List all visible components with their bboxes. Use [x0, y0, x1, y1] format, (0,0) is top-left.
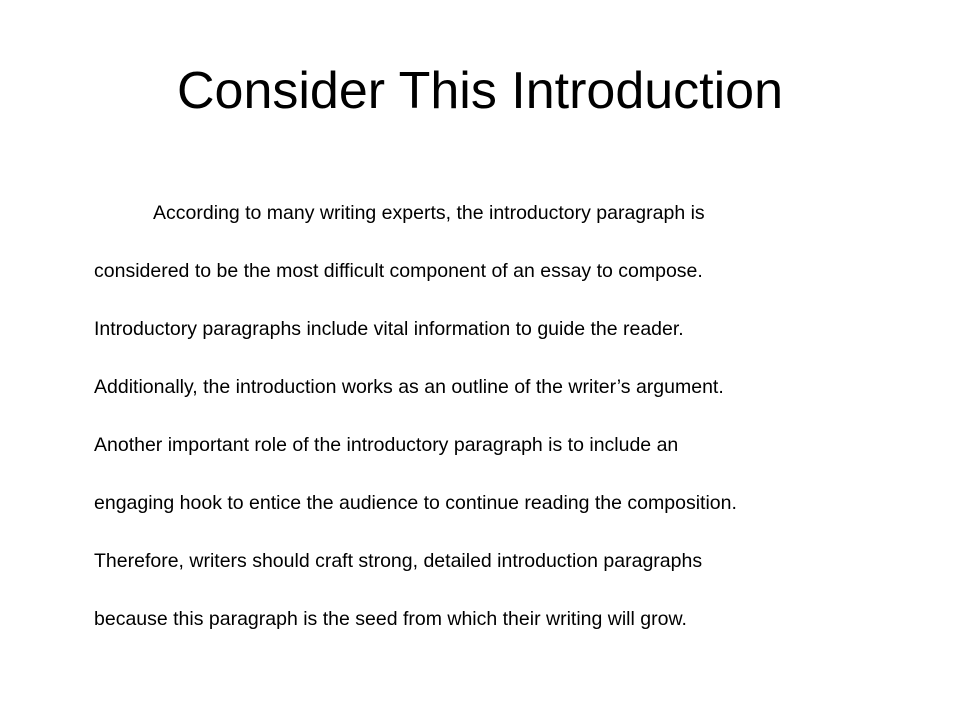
paragraph-line: because this paragraph is the seed from which their writing will grow. — [94, 608, 687, 630]
paragraph-line: Another important role of the introductory paragraph is to include an — [94, 434, 679, 456]
slide-title: Consider This Introduction — [176, 62, 784, 120]
paragraph-line: Introductory paragraphs include vital information to guide the reader. — [94, 318, 684, 340]
paragraph-line: considered to be the most difficult component of an essay to compose. — [94, 260, 703, 282]
paragraph-line: Additionally, the introduction works as an outline of the writer’s argument. — [94, 376, 724, 398]
paragraph-line: According to many writing experts, the introductory paragraph is — [153, 202, 705, 224]
paragraph-line: engaging hook to entice the audience to continue reading the composition. — [94, 492, 737, 514]
introduction-paragraph — [94, 193, 914, 657]
paragraph-line: Therefore, writers should craft strong, detailed introduction paragraphs — [94, 550, 703, 572]
